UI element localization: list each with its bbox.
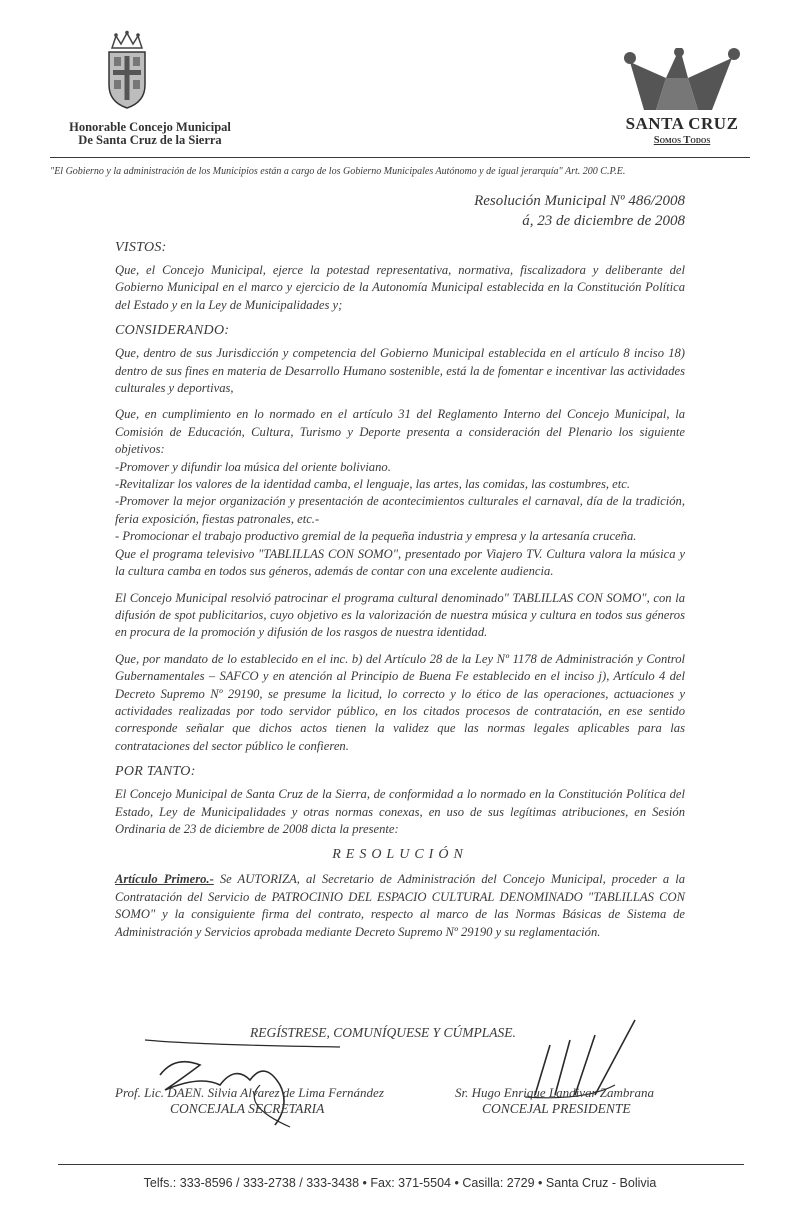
- por-tanto-text: El Concejo Municipal de Santa Cruz de la Sierra, de conformidad a lo normado en la Constitución Política del Estado, Ley de Municipalidades y otras normas conexas, en uso de sus legítimas atribuciones, en Sesión Ordinaria de 23 de diciembre de 2008 dicta la presente:: [115, 787, 685, 836]
- considerando-heading: CONSIDERANDO:: [115, 323, 230, 339]
- org-name-line2: De Santa Cruz de la Sierra: [78, 133, 222, 147]
- signer-right-title: CONCEJAL PRESIDENTE: [482, 1101, 631, 1116]
- considerando-paragraph-5: Que, por mandato de lo establecido en el inc. b) del Artículo 28 de la Ley Nº 1178 de Administración y Control Gubernamentales – SAFCO y en atención al Principio de Buena Fe establecido en el inciso j), Artículo 4 del Decreto Supremo Nº 29190, se presume la licitud, lo correcto y lo ético de las operaciones, actuaciones y actividades realizadas por todo servidor público, en los citados procesos de contratación, en ese sentido corresponde señalar que dichos actos tienen la validez que las normas legales aplicables para las contrataciones del sector público le confieren.: [115, 651, 685, 753]
- vistos-heading: VISTOS:: [115, 240, 167, 255]
- objective-item: -Revitalizar los valores de la identidad camba, el lenguaje, las artes, las comidas, las costumbres, etc.: [115, 477, 630, 492]
- article-text: Se AUTORIZA, al Secretario de Administración del Concejo Municipal, proceder a la Contratación del Servicio de PATROCINIO DEL ESPACIO CULTURAL DENOMINADO "TABLILLAS CON SOMO" y la consiguiente firma del contrato, respecto al marco de las Normas Básicas de Sistema de Administración y Servicios aprobada mediante Decreto Supremo Nº 29190 y su reglamentación.: [115, 872, 686, 939]
- considerando-paragraph-1: Que, dentro de sus Jurisdicción y competencia del Gobierno Municipal establecida en el artículo 8 inciso 18) dentro de sus fines en materia de Desarrollo Humano sostenible, está la de fomentar e incentivar las actividades culturales y deportivas,: [115, 346, 685, 396]
- objective-item: - Promocionar el trabajo productivo gremial de la pequeña industria y empresa y la artesanía cruceña.: [115, 529, 637, 544]
- article-title: Artículo Primero.-: [115, 872, 214, 887]
- article-primero: [115, 871, 685, 941]
- considerando-paragraph-4: El Concejo Municipal resolvió patrocinar el programa cultural denominado" TABLILLAS CON SOMO", con la difusión de spot publicitarios, cuyo objetivo es la valorización de nuestra música y cultura en todos sus géneros en procura de la promoción y difusión de los rasgos de nuestra identidad.: [115, 590, 685, 640]
- resolution-date: á, 23 de diciembre de 2008: [522, 213, 685, 229]
- coat-of-arms-icon: [104, 30, 150, 110]
- objective-item: -Promover la mejor organización y presentación de acontecimientos culturales el carnaval, día de la tradición, feria exposición, fiestas patronales, etc.-: [115, 494, 685, 526]
- resolution-number: Resolución Municipal Nº 486/2008: [474, 193, 685, 209]
- por-tanto-heading: POR TANTO:: [115, 764, 196, 780]
- vistos-text: Que, el Concejo Municipal, ejerce la potestad representativa, normativa, fiscalizadora y deliberante del Gobierno Municipal en el marco y ejercicio de la Autonomía Municipal establecida en la Constitución Política del Estado y en la Ley de Municipalidades y;: [115, 263, 685, 312]
- footer-divider: [58, 1164, 744, 1165]
- signer-left-title: CONCEJALA SECRETARIA: [170, 1101, 325, 1116]
- footer-contact: Telfs.: 333-8596 / 333-2738 / 333-3438 • Fax: 371-5504 • Casilla: 2729 • Santa Cruz - Bolivia: [143, 1176, 657, 1190]
- resolucion-heading: RESOLUCIÓN: [332, 847, 468, 863]
- signer-left-name: Prof. Lic. DAEN. Silvia Alvarez de Lima Fernández: [115, 1085, 384, 1100]
- brand-tagline: Somos Todos: [653, 135, 711, 146]
- signer-right-name: Sr. Hugo Enrique Landivar Zambrana: [455, 1085, 654, 1100]
- considerando-paragraph-3: Que el programa televisivo "TABLILLAS CON SOMO", presentado por Viajero TV. Cultura valora la música y la cultura camba en todos sus géneros, además de contar con una excelente audiencia.: [115, 546, 685, 579]
- org-name-line1: Honorable Concejo Municipal: [69, 120, 231, 134]
- considerando-paragraph-2: Que, en cumplimiento en lo normado en el artículo 31 del Reglamento Interno del Concejo Municipal, la Comisión de Educación, Cultura, Turismo y Deporte presenta a consideración del Plenario los siguiente objetivos:: [115, 407, 685, 457]
- objective-item: -Promover y difundir loa música del oriente boliviano.: [115, 459, 391, 474]
- constitution-quote: "El Gobierno y la administración de los Municipios están a cargo de los Gobierno Municipales Autónomo y de igual jerarquía" Art. 200 C.P.E.: [50, 166, 626, 177]
- resolution-body: [115, 240, 685, 950]
- brand-name: SANTA CRUZ: [625, 114, 739, 133]
- header-divider: [50, 157, 750, 158]
- closing-formula: REGÍSTRESE, COMUNÍQUESE Y CÚMPLASE.: [250, 1025, 516, 1040]
